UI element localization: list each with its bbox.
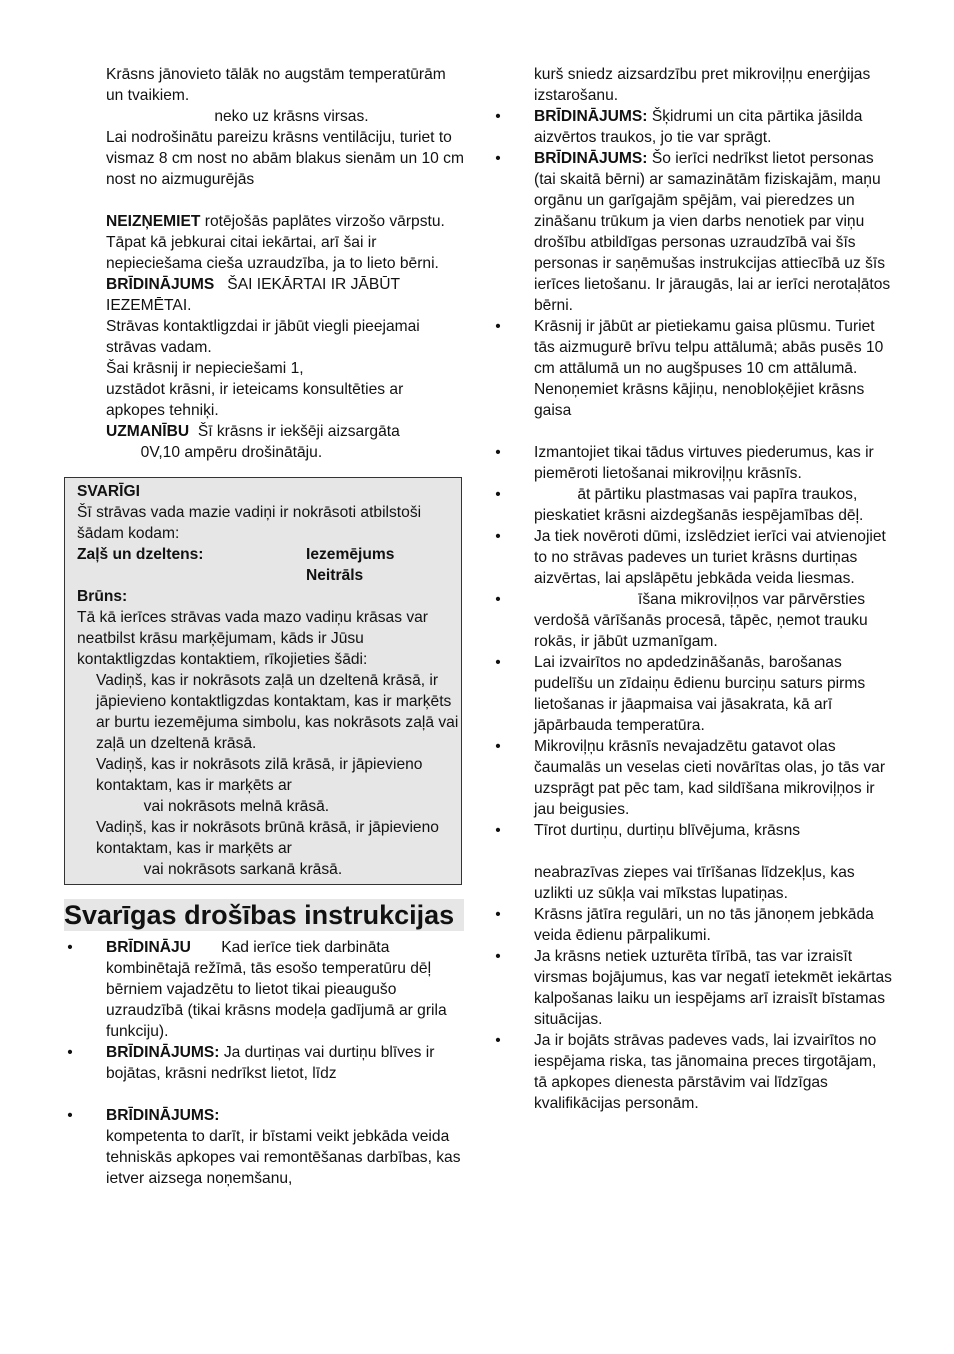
bullet-icon: •: [495, 108, 501, 125]
bullet-item: [492, 106, 892, 148]
bullet-body: Lai izvairītos no apdedzināšanās, barošanas pudelīšu un zīdaiņu ēdienu burciņu saturs pirms lietošanas ir jāapmaisa vai jāsakrata, kā arī jāpārbauda temperatūra.: [534, 654, 870, 734]
bullet-text: [534, 589, 892, 652]
intro-section: [64, 64, 469, 463]
bullet-item: [492, 526, 892, 589]
color-code-row: [77, 544, 461, 565]
bullet-icon: •: [495, 906, 501, 923]
bullet-item: [492, 484, 892, 526]
bullet-icon: •: [495, 738, 501, 755]
right-bullet-list: [492, 106, 897, 1114]
bullet-body: Ja ir bojāts strāvas padeves vads, lai izvairītos no iespējama riska, tas jānomaina preces tirgotājam, tā apkopes dienesta pārstāvim vai līdzīgas kvalifikācijas personām.: [534, 1032, 881, 1112]
bullet-item: [492, 946, 897, 1030]
bullet-bold: BRĪDINĀJUMS:: [534, 150, 648, 167]
line-text: rotējošās paplātes virzošo vārpstu.: [200, 213, 445, 230]
bullet-item: [492, 736, 892, 820]
bullet-text: [534, 484, 892, 526]
box-title: SVARĪGI: [77, 483, 140, 500]
bullet-body: Ja tiek novēroti dūmi, izslēdziet ierīci vai atvienojiet to no strāvas padeves un turiet krāsns durtiņas aizvērtas, lai apslāpētu jebkāda veida liesmas.: [534, 528, 891, 587]
intro-line: [106, 421, 464, 442]
bullet-item: [64, 1105, 464, 1189]
bullet-text: [534, 904, 892, 946]
color-code-row: [77, 565, 461, 586]
left-column: [64, 64, 469, 1189]
bullet-icon: •: [495, 1032, 501, 1049]
bullet-text: [534, 316, 892, 442]
bullet-text: [534, 526, 892, 589]
bullet-body: īšana mikroviļņos var pārvērsties verdošā vārīšanās procesā, tāpēc, ņemot trauku rokās, ir jābūt uzmanīgam.: [534, 591, 873, 650]
line-text: Šī krāsns ir iekšēji aizsargāta: [189, 423, 400, 440]
left-bullet-list: [64, 937, 464, 1189]
bullet-item: [492, 589, 892, 652]
bullet-item: [492, 1030, 892, 1114]
color-code-key: Zaļš un dzeltens:: [77, 546, 204, 563]
bullet-body: Krāsns jātīra regulāri, un no tās jānoņem jebkāda veida ēdienu pārpalikumi.: [534, 906, 879, 944]
bullet-text: [106, 1105, 464, 1189]
box-sub-item: Vadiņš, kas ir nokrāsots brūnā krāsā, ir jāpievieno kontaktam, kas ir marķēts ar vai nokrāsots sarkanā krāsā.: [96, 819, 439, 878]
bullet-item: [492, 148, 895, 316]
bullet-body: Ja durtiņas vai durtiņu blīves ir bojātas, krāsni nedrīkst lietot, līdz: [106, 1044, 435, 1082]
bullet-body: Šo ierīci nedrīkst lietot personas (tai skaitā bērni) ar samazinātām fiziskajām, maņu orgānu un garīgajām spējām, vai pieredzes un zināšanu trūkum ja vien darbs nenotiek par viņu drošību atbildīgas personas uzraudzībā vai šīs personas ir saņēmušas instrukcijas attiecībā uz šīs ierīces lietošanu. Ir jāraugās, lai ar ierīci nerotaļātos bērni.: [534, 150, 895, 314]
bold-label: NEIZŅEMIET: [106, 213, 201, 230]
intro-line: [106, 274, 464, 316]
bullet-text: [534, 442, 892, 484]
box-sub-item: Vadiņš, kas ir nokrāsots zaļā un dzeltenā krāsā, ir jāpievieno kontaktligzdas kontaktam, kas ir marķēts ar burtu iezemējuma simbolu, kas nokrāsots zaļā vai zaļā un dzeltenā krāsā.: [96, 672, 463, 752]
bullet-icon: •: [495, 591, 501, 608]
bullet-icon: •: [495, 948, 501, 965]
bullet-icon: •: [495, 444, 501, 461]
bullet-body: Šķidrumi un cita pārtika jāsilda aizvērtos traukos, jo tie var sprāgt.: [534, 108, 867, 146]
intro-line: neko uz krāsns virsas.: [106, 108, 369, 125]
intro-line: Krāsns jānovieto tālāk no augstām temperatūrām un tvaikiem.: [106, 66, 451, 104]
box-sub-item: Vadiņš, kas ir nokrāsots zilā krāsā, ir jāpievieno kontaktam, kas ir marķēts ar vai nokrāsots melnā krāsā.: [96, 756, 423, 815]
bullet-body: Izmantojiet tikai tādus virtuves piederumus, kas ir piemēroti lietošanai mikroviļņu krāsnīs.: [534, 444, 879, 482]
bullet-icon: •: [495, 654, 501, 671]
bullet-body: Mikroviļņu krāsnīs nevajadzētu gatavot olas čaumalās un veselas cieti novārītas olas, jo tās var uzsprāgt pat pēc tam, kad sildīšana mikroviļņos ir jau beigusies.: [534, 738, 890, 818]
color-code-key: Brūns:: [77, 588, 128, 605]
color-code-value: Neitrāls: [306, 567, 364, 584]
important-box: [64, 477, 462, 885]
intro-line: 0V,10 ampēru drošinātāju.: [106, 444, 323, 461]
bold-label: UZMANĪBU: [106, 423, 190, 440]
right-column: [492, 64, 897, 1114]
bullet-bold: BRĪDINĀJUMS:: [106, 1107, 220, 1124]
intro-line: Lai nodrošinātu pareizu krāsns ventilāciju, turiet to vismaz 8 cm nost no abām blakus sienām un 10 cm nost no aizmugurējās: [106, 129, 469, 188]
bullet-item: [492, 316, 892, 442]
bullet-body: Krāsnij ir jābūt ar pietiekamu gaisa plūsmu. Turiet tās aizmugurē brīvu telpu attālumā; abās pusēs 10 cm attālumā un no augšpuses 10 cm attālumā. Nenoņemiet krāsns kājiņu, nenobloķējiet krāsns gaisa: [534, 318, 884, 419]
bullet-bold: BRĪDINĀJUMS:: [106, 1044, 220, 1061]
bold-label: BRĪDINĀJUMS: [106, 276, 215, 293]
bullet-text: [534, 946, 897, 1030]
intro-line: Strāvas kontaktligzdai ir jābūt viegli pieejamai strāvas vadam.: [106, 318, 425, 356]
spacer: [106, 190, 464, 211]
color-code-value: Iezemējums: [306, 546, 395, 563]
bullet-bold: BRĪDINĀJU: [106, 939, 191, 956]
color-code-row: [77, 586, 461, 607]
bullet-body: Tīrot durtiņu, durtiņu blīvējuma, krāsns neabrazīvas ziepes vai tīrīšanas līdzekļus, kas uzlikti uz sūkļa vai mīkstas lupatiņas.: [534, 822, 855, 902]
bullet-text: [534, 1030, 892, 1114]
section-heading: Svarīgas drošības instrukcijas: [64, 899, 464, 931]
box-text: Šī strāvas vada mazie vadiņi ir nokrāsoti atbilstoši šādam kodam:: [77, 504, 426, 542]
bullet-body: Kad ierīce tiek darbināta kombinētajā režīmā, tās esošo temperatūru dēļ bērniem vajadzētu to lietot tikai pieaugušo uzraudzībā (tikai krāsns modeļa gadījumā ar grila funkciju).: [106, 939, 451, 1040]
color-code-key: [77, 565, 306, 586]
intro-line: [106, 211, 464, 232]
bullet-text: [106, 937, 464, 1042]
bullet-icon: •: [67, 1044, 73, 1061]
bullet-text: [534, 652, 892, 736]
line-text: ŠAI IEKĀRTAI IR JĀBŪT IEZEMĒTAI.: [106, 276, 405, 314]
bullet-text: [534, 820, 892, 904]
continuation-text: kurš sniedz aizsardzību pret mikroviļņu enerģijas izstarošanu.: [534, 66, 875, 104]
bullet-body: kompetenta to darīt, ir bīstami veikt jebkāda veida tehniskās apkopes vai remontēšanas darbības, kas ietver aizsega noņemšanu,: [106, 1128, 461, 1187]
bullet-item: [492, 820, 892, 904]
box-text: Tā kā ierīces strāvas vada mazo vadiņu krāsas var neatbilst krāsu marķējumam, kāds ir Jūsu kontaktligzdas kontaktiem, rīkojieties šādi:: [77, 609, 433, 668]
bullet-body: āt pārtiku plastmasas vai papīra traukos, pieskatiet krāsni aizdegšanās iespējamības dēļ.: [534, 486, 864, 524]
bullet-item: [492, 652, 892, 736]
bullet-text: [534, 148, 895, 316]
bullet-icon: •: [495, 528, 501, 545]
intro-line: Tāpat kā jebkurai citai iekārtai, arī šai ir nepieciešama cieša uzraudzība, ja to lieto bērni.: [106, 234, 439, 272]
intro-line: Šai krāsnij ir nepieciešami 1,: [106, 360, 304, 377]
bullet-text: [106, 1042, 464, 1105]
bullet-text: [534, 106, 892, 148]
bullet-item: [64, 937, 464, 1042]
intro-line: uzstādot krāsni, ir ieteicams konsultēties ar apkopes tehniķi.: [106, 381, 408, 419]
box-sub-list: [77, 670, 461, 880]
bullet-body: Ja krāsns netiek uzturēta tīrībā, tas var izraisīt virsmas bojājumus, kas var negatī ietekmēt iekārtas kalpošanas laiku un iespējams arī izraisīt bīstamas situācijas.: [534, 948, 897, 1028]
bullet-icon: •: [495, 822, 501, 839]
bullet-item: [492, 442, 892, 484]
bullet-icon: •: [67, 1107, 73, 1124]
bullet-text: [534, 736, 892, 820]
bullet-item: [492, 904, 892, 946]
bullet-bold: BRĪDINĀJUMS:: [534, 108, 648, 125]
bullet-icon: •: [495, 318, 501, 335]
bullet-icon: •: [67, 939, 73, 956]
bullet-icon: •: [495, 486, 501, 503]
bullet-item: [64, 1042, 464, 1105]
bullet-icon: •: [495, 150, 501, 167]
